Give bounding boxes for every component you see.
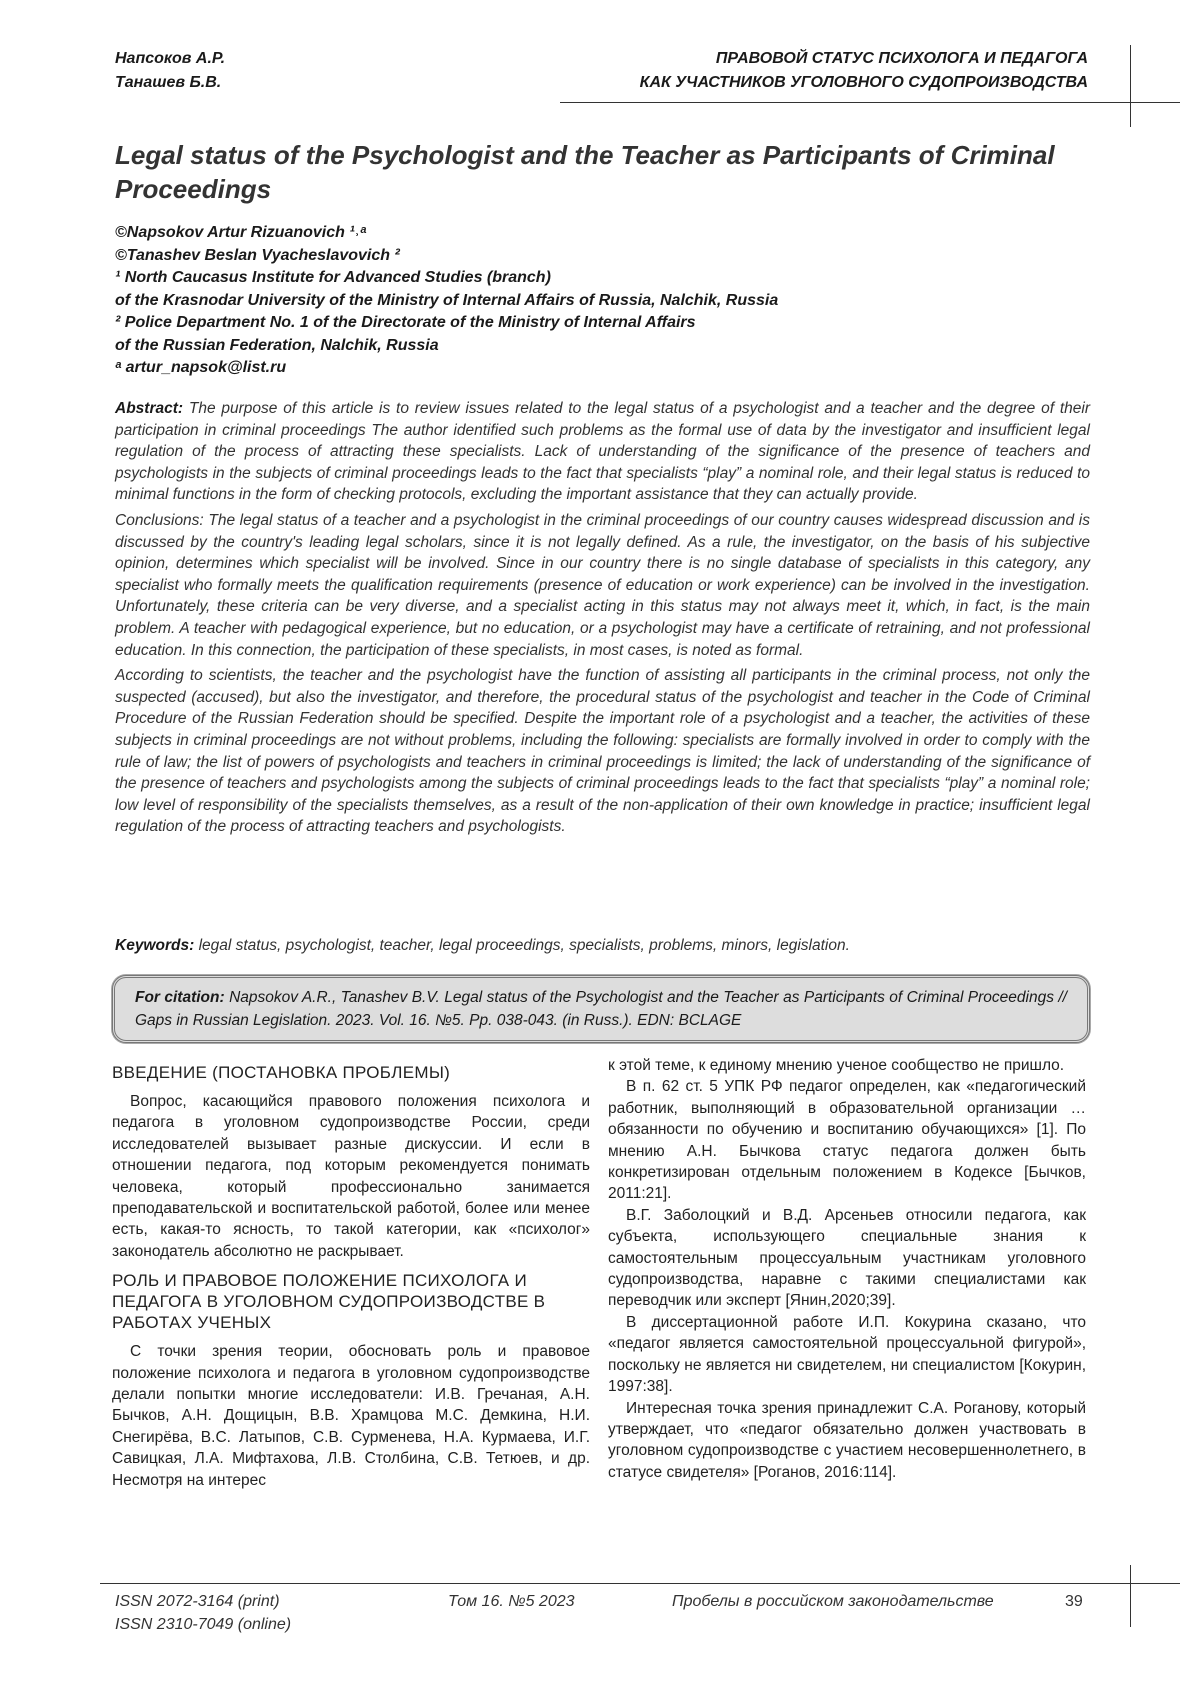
citation-text: Napsokov A.R., Tanashev B.V. Legal status of the Psychologist and the Teacher as Participants of Criminal Proceedings // Gaps in Russian Legislation. 2023. Vol. 16. №5. Pp. 038-043. (in Russ.). EDN: BCLAGE: [135, 989, 1067, 1029]
paragraph: Вопрос, касающийся правового положения психолога и педагога в уголовном судопроизводстве России, среди исследователей вызывает разные дискуссии. И если в отношении педагога, под которым рекомендуется понимать человека, который профессионально занимается преподавательской и воспитательской работой, более или менее есть, какая-то ясность, то такой категории, как «психолог» законодатель абсолютно не раскрывает.: [112, 1093, 590, 1260]
paragraph: Интересная точка зрения принадлежит С.А. Роганову, который утверждает, что «педагог обязательно должен участвовать в уголовном судопроизводстве с участием несовершеннолетнего, в статусе свидетеля» [Роганов, 2016:114].: [608, 1399, 1086, 1481]
section-heading-intro: ВВЕДЕНИЕ (ПОСТАНОВКА ПРОБЛЕМЫ): [112, 1063, 451, 1082]
footer-volume: Том 16. №5 2023: [448, 1593, 575, 1610]
paragraph: В диссертационной работе И.П. Кокурина сказано, что «педагог является самостоятельной процессуальной фигурой», поскольку не является ни свидетелем, ни специалистом [Кокурин, 1997:38].: [608, 1313, 1086, 1396]
header-author: Напсоков А.Р.: [115, 50, 226, 67]
paragraph: В п. 62 ст. 5 УПК РФ педагог определен, как «педагогический работник, выполняющий в образовательной организации … обязанности по обучению и воспитанию обучающихся» [1]. По мнению А.Н. Бычкова статус педагога должен быть конкретизирован отдельным положением в Кодексе [Бычков, 2011:21].: [608, 1078, 1086, 1203]
keywords: [115, 935, 1090, 957]
keywords-label: Keywords:: [115, 937, 195, 954]
running-title-line: КАК УЧАСТНИКОВ УГОЛОВНОГО СУДОПРОИЗВОДСТВА: [639, 74, 1088, 91]
affiliation-line: of the Russian Federation, Nalchik, Russia: [115, 336, 439, 354]
author-affiliations: [115, 222, 778, 380]
citation-label: For citation:: [135, 989, 225, 1006]
issn-print: ISSN 2072-3164 (print): [115, 1593, 280, 1610]
header-rule: [560, 102, 1180, 103]
paragraph-continued: к этой теме, к единому мнению ученое сообщество не пришло.: [608, 1057, 1065, 1074]
running-title: [640, 47, 1088, 95]
abstract-p1: The purpose of this article is to review issues related to the legal status of a psychologist and a teacher and the degree of their participation in criminal proceedings The author identified such problems as the formal use of data by the investigator and insufficient legal regulation of the process of attracting these specialists. Lack of understanding of the significance of the presence of teachers and psychologists in the subjects of criminal proceedings leads to the fact that specialists “play” a nominal role, and their legal status is reduced to minimal functions in the form of checking protocols, excluding the important assistance that they can actually provide.: [115, 400, 1090, 504]
author-line: ©Tanashev Beslan Vyacheslavovich ²: [115, 246, 400, 264]
footer-issn: [115, 1590, 291, 1636]
abstract-label: Abstract:: [115, 400, 184, 417]
abstract-p3: According to scientists, the teacher and the psychologist have the function of assisting all participants in the criminal process, not only the suspected (accused), but also the investigator, and therefore, the procedural status of the psychologist and teacher in the Code of Criminal Procedure of the Russian Federation should be specified. Despite the important role of a psychologist and a teacher, the activities of these subjects in criminal proceedings are not without problems, including the following: specialists are formally involved in order to comply with the rule of law; the list of powers of psychologists and teachers in criminal proceedings is limited; the lack of understanding of the significance of the presence of teachers and psychologists among the subjects of criminal proceedings leads to the fact that specialists “play” a nominal role; low level of responsibility of the specialists themselves, as a result of the non-application of their own knowledge in practice; insufficient legal regulation of the process of attracting teachers and psychologists.: [115, 667, 1090, 836]
header-authors: [115, 47, 225, 95]
issn-online: ISSN 2310-7049 (online): [115, 1616, 292, 1633]
paragraph: В.Г. Заболоцкий и В.Д. Арсеньев относили педагога, как субъекта, использующего специальные знания к самостоятельным процессуальным участникам уголовного судопроизводства, наравне с такими специалистами как переводчик или эксперт [Янин,2020;39].: [608, 1206, 1086, 1310]
affiliation-line: of the Krasnodar University of the Ministry of Internal Affairs of Russia, Nalchik, Russia: [115, 291, 779, 309]
paragraph: С точки зрения теории, обосновать роль и правовое положение психолога и педагога в уголовном судопроизводстве делали попытки многие исследователи: И.В. Гречаная, А.Н. Бычков, А.Н. Дощицын, В.В. Храмцова М.С. Демкина, Н.И. Снегирёва, В.С. Латыпов, С.В. Сурменева, Н.А. Курмаева, И.Г. Савицкая, Л.А. Мифтахова, Л.В. Столбина, С.В. Тетюев, и др. Несмотря на интерес: [112, 1343, 590, 1489]
footer-vertical-rule: [1130, 1565, 1131, 1627]
author-line: ©Napsokov Artur Rizuanovich ¹˒ᵃ: [115, 224, 367, 241]
affiliation-line: ² Police Department No. 1 of the Directorate of the Ministry of Internal Affairs: [115, 314, 696, 331]
article-title: Legal status of the Psychologist and the Teacher as Participants of Criminal Proceedings: [115, 140, 1055, 204]
citation-box: [112, 975, 1090, 1043]
running-title-line: ПРАВОВОЙ СТАТУС ПСИХОЛОГА И ПЕДАГОГА: [715, 50, 1088, 67]
affiliation-line: ¹ North Caucasus Institute for Advanced Studies (branch): [115, 269, 551, 286]
footer-rule: [100, 1583, 1180, 1584]
footer-journal: Пробелы в российском законодательстве: [672, 1593, 994, 1610]
left-column: [112, 1062, 590, 1491]
abstract-p2: Conclusions: The legal status of a teacher and a psychologist in the criminal proceedings of our country causes widespread discussion and is discussed by the country's leading legal scholars, since it is not legally defined. As a rule, the investigator, on the basis of his subjective opinion, determines which specialist will be involved. Since in our country there is no single database of specialists in this category, any specialist who formally meets the qualification requirements (presence of education or work experience) can be involved in the investigation. Unfortunately, these criteria can be very diverse, and a specialist acting in this status may not always meet it, which, in fact, is the main problem. A teacher with pedagogical experience, but no education, or a psychologist may have a certificate of retraining, and not professional education. In this connection, the participation of these specialists, in most cases, is noted as formal.: [115, 511, 1090, 659]
page-number: 39: [1065, 1593, 1083, 1610]
right-column: [608, 1055, 1086, 1483]
header-vertical-rule: [1130, 45, 1131, 127]
abstract: [115, 398, 1090, 842]
keywords-text: legal status, psychologist, teacher, legal proceedings, specialists, problems, minors, legislation.: [198, 937, 850, 954]
section-heading-role: РОЛЬ И ПРАВОВОЕ ПОЛОЖЕНИЕ ПСИХОЛОГА И ПЕДАГОГА В УГОЛОВНОМ СУДОПРОИЗВОДСТВЕ В РАБОТАХ УЧЕНЫХ: [112, 1271, 546, 1333]
author-email: ᵃ artur_napsok@list.ru: [115, 359, 287, 376]
header-author: Танашев Б.В.: [115, 74, 222, 91]
